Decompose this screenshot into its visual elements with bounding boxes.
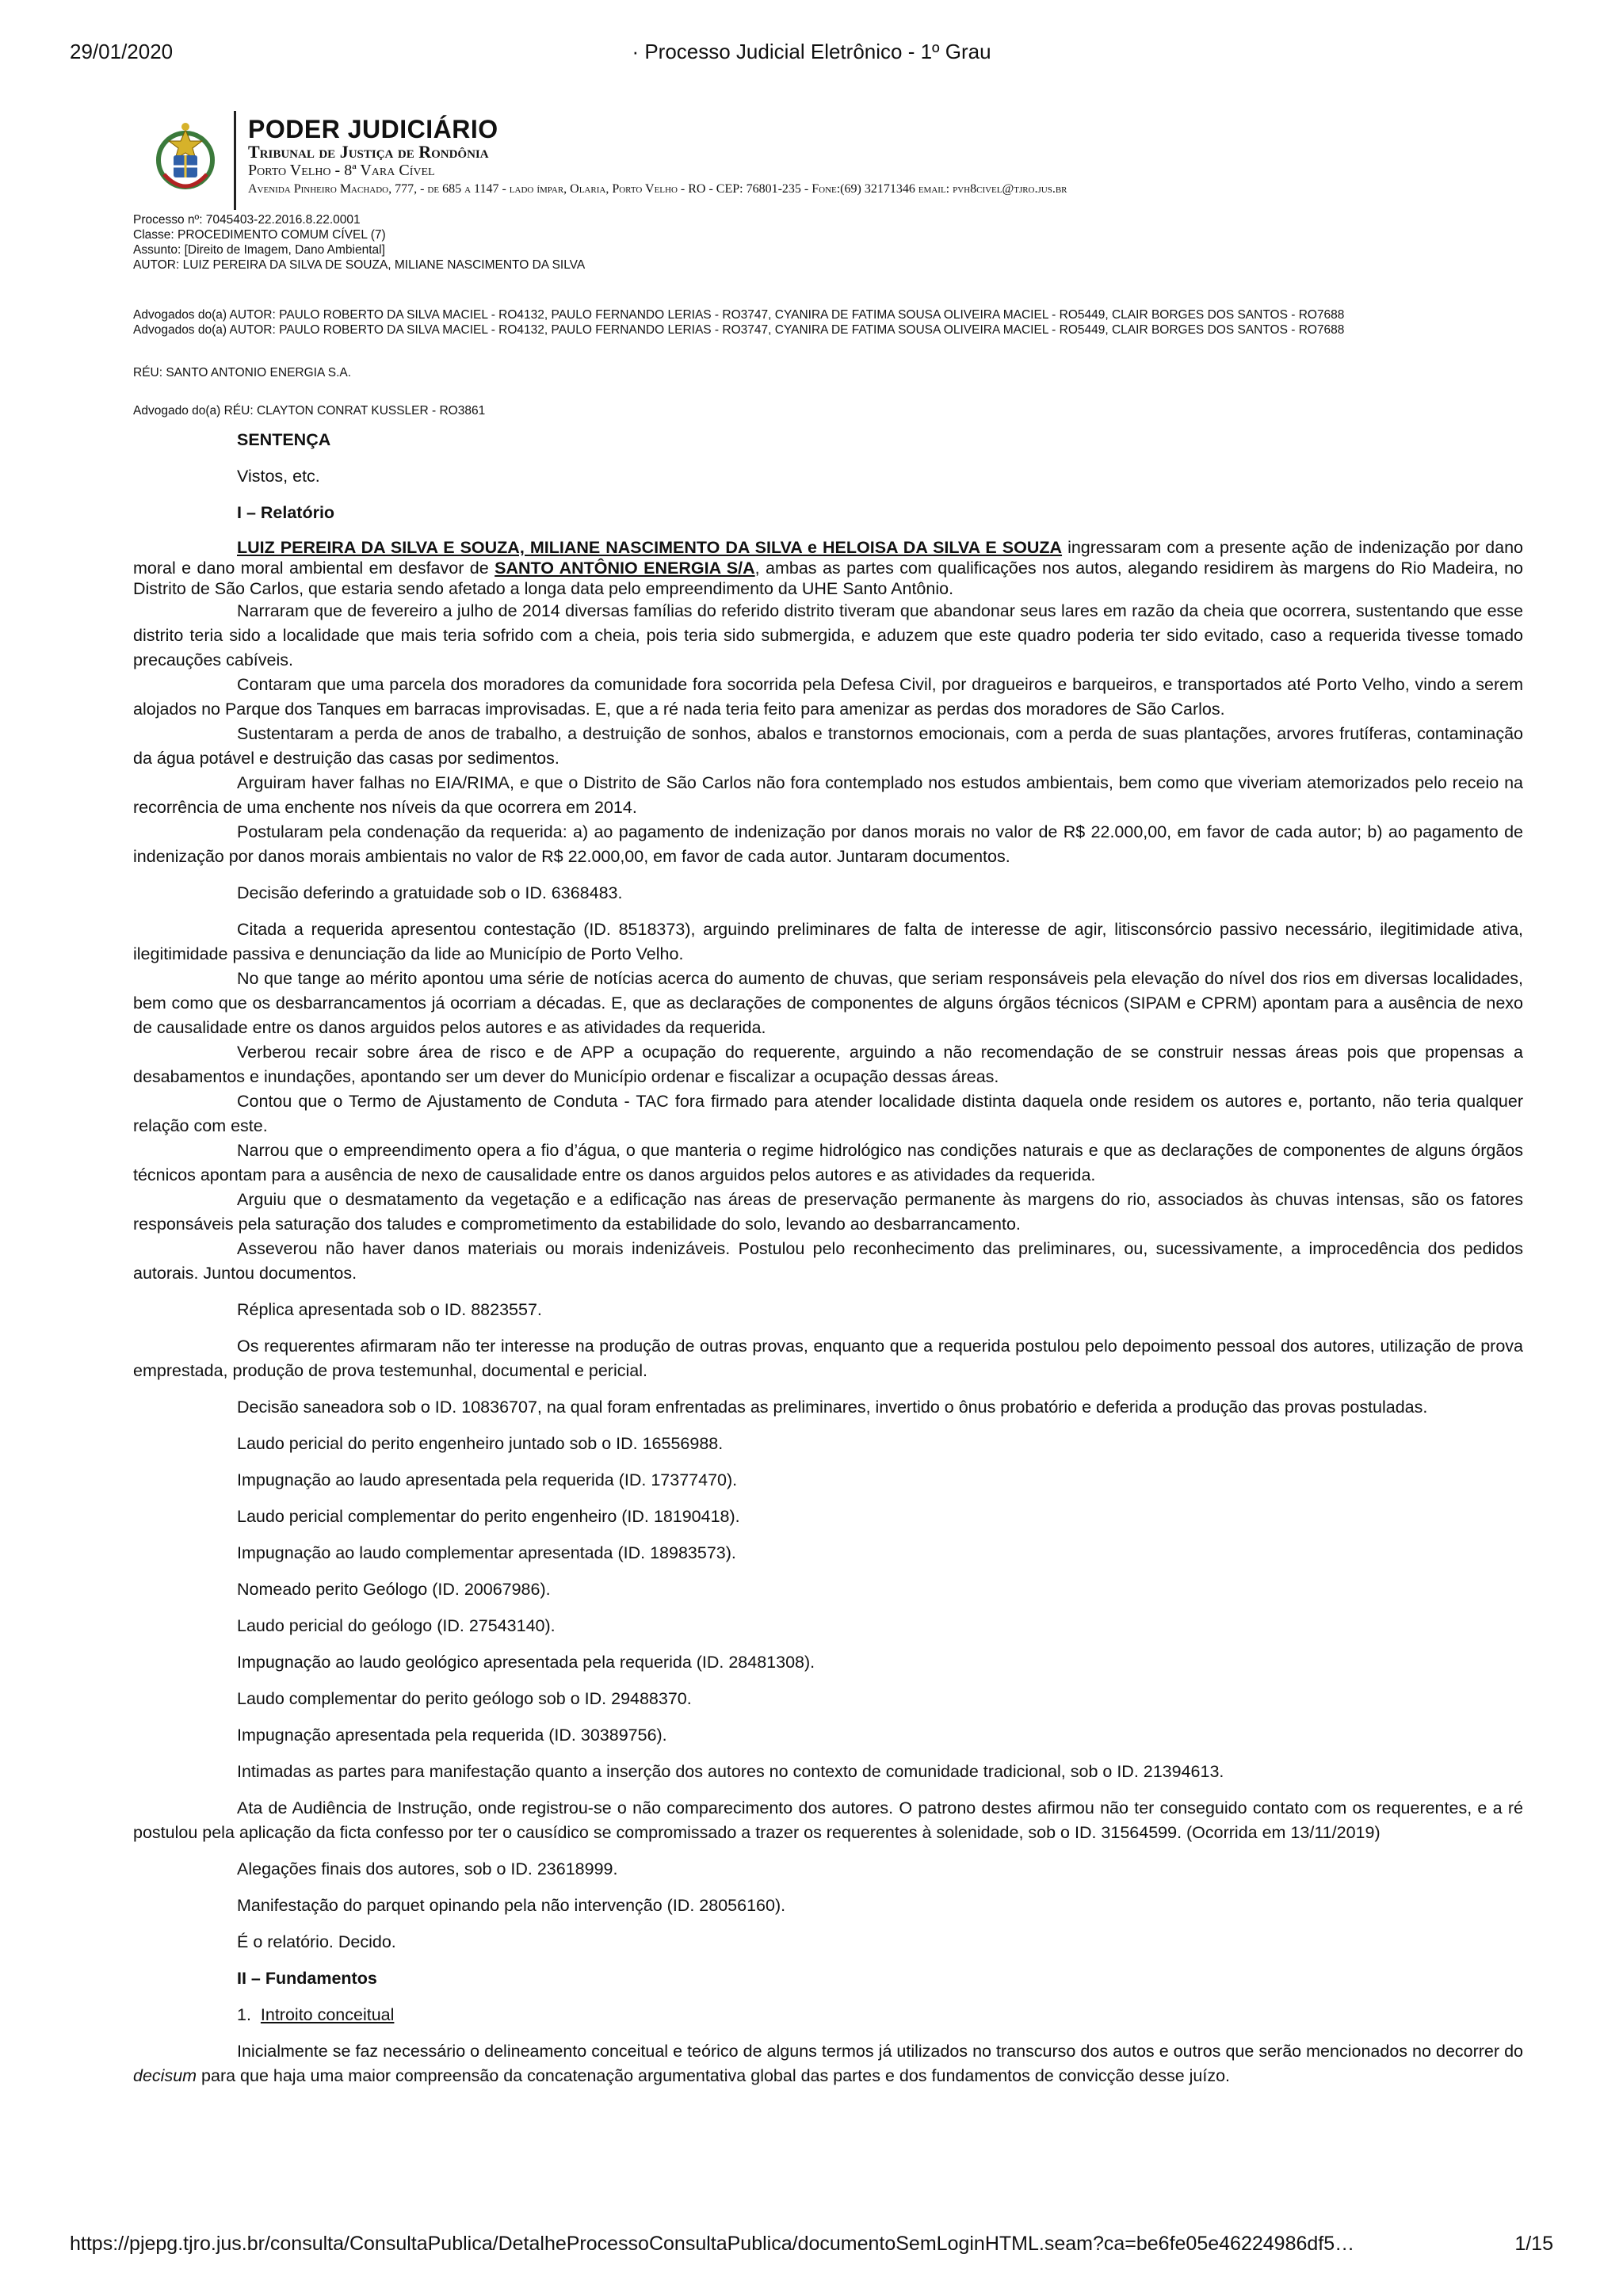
numbered-subheading: 1. Introito conceitual — [237, 2005, 395, 2024]
plaintiff-lawyers: Advogados do(a) AUTOR: PAULO ROBERTO DA SILVA MACIEL - RO4132, PAULO FERNANDO LERIAS - RO3747, CYANIRA DE FATIMA SOUSA OLIVEIRA MACIEL - RO5449, CLAIR BORGES DOS SANTOS - RO7688 — [133, 308, 1345, 322]
defendant-lawyer: Advogado do(a) RÉU: CLAYTON CONRAT KUSSLER - RO3861 — [133, 404, 486, 418]
paragraph: Impugnação ao laudo geológico apresentada pela requerida (ID. 28481308). — [237, 1653, 815, 1672]
paragraph: Impugnação apresentada pela requerida (ID. 30389756). — [237, 1726, 667, 1745]
paragraph: Manifestação do parquet opinando pela não intervenção (ID. 28056160). — [237, 1896, 786, 1915]
paragraph: Laudo pericial do geólogo (ID. 27543140). — [237, 1616, 556, 1635]
paragraph: Citada a requerida apresentou contestação (ID. 8518373), arguindo preliminares de falta de interesse de agir, litisconsórcio passivo necessário, ilegitimidade ativa, ilegitimidade passiva e denunciação da lide ao Município de Porto Velho. — [133, 920, 1523, 963]
paragraph: Laudo complementar do perito geólogo sob o ID. 29488370. — [237, 1689, 692, 1708]
paragraph: Os requerentes afirmaram não ter interesse na produção de outras provas, enquanto que a requerida postulou pelo depoimento pessoal dos autores, utilização de prova emprestada, produção de prova testemunhal, documental e pericial. — [133, 1337, 1523, 1380]
letterhead-court: Tribunal de Justiça de Rondônia — [248, 142, 489, 162]
paragraph: É o relatório. Decido. — [237, 1932, 396, 1951]
paragraph: Arguiram haver falhas no EIA/RIMA, e que o Distrito de São Carlos não fora contemplado nos estudos ambientais, bem como que viveriam atemorizados pelo receio na recorrência de uma enchente nos níveis da que ocorrera em 2014. — [133, 773, 1523, 817]
print-url: https://pjepg.tjro.jus.br/consulta/ConsultaPublica/DetalheProcessoConsultaPublica/documentoSemLoginHTML.seam?ca=be6fe05e46224986df5… — [70, 2233, 1355, 2255]
paragraph: No que tange ao mérito apontou uma série de notícias acerca do aumento de chuvas, que seriam responsáveis pela elevação do nível dos rios em diversas localidades, bem como que os desbarrancamentos já ocorriam a décadas. E, que as declarações de componentes de alguns órgãos técnicos (SIPAM e CPRM) apontam para a ausência de nexo de causalidade entre os danos arguidos pelos autores e as atividades da requerida. — [133, 969, 1523, 1037]
paragraph: Decisão deferindo a gratuidade sob o ID. 6368483. — [237, 883, 623, 902]
paragraph: Inicialmente se faz necessário o delineamento conceitual e teórico de alguns termos já utilizados no transcurso dos autos e outros que serão mencionados no decorrer do decisum para que haja uma maior compreensão da concatenação argumentativa global das partes e dos fundamentos de convicção desse juízo. — [133, 2042, 1523, 2085]
paragraph: Narraram que de fevereiro a julho de 2014 diversas famílias do referido distrito tiveram que abandonar seus lares em razão da cheia que ocorrera, sustentando que esse distrito teria sido a localidade que mais teria sofrido com a cheia, pois teria sido submergida, e aduzem que este quadro poderia ter sido evitado, caso a requerida tivesse tomado precauções cabíveis. — [133, 601, 1523, 669]
plaintiff-lawyers-block — [133, 307, 1528, 338]
paragraph: Laudo pericial do perito engenheiro juntado sob o ID. 16556988. — [237, 1434, 724, 1453]
plaintiff-lawyers: Advogados do(a) AUTOR: PAULO ROBERTO DA SILVA MACIEL - RO4132, PAULO FERNANDO LERIAS - RO3747, CYANIRA DE FATIMA SOUSA OLIVEIRA MACIEL - RO5449, CLAIR BORGES DOS SANTOS - RO7688 — [133, 323, 1345, 337]
print-date: 29/01/2020 — [70, 40, 174, 63]
letterhead-title: PODER JUDICIÁRIO — [248, 115, 498, 143]
print-header — [70, 40, 1553, 71]
paragraph: Laudo pericial complementar do perito engenheiro (ID. 18190418). — [237, 1507, 740, 1526]
letterhead-divider — [234, 111, 236, 210]
case-subject: Assunto: [Direito de Imagem, Dano Ambiental] — [133, 243, 385, 257]
letterhead-address: Avenida Pinheiro Machado, 777, - de 685 a 1147 - lado ímpar, Olaria, Porto Velho - RO - CEP: 76801-235 - Fone:(69) 32171346 email: pvh8civel@tjro.jus.br — [248, 182, 1067, 196]
paragraph: Decisão saneadora sob o ID. 10836707, na qual foram enfrentadas as preliminares, invertido o ônus probatório e deferida a produção das provas postuladas. — [237, 1398, 1428, 1417]
paragraph: Postularam pela condenação da requerida: a) ao pagamento de indenização por danos morais no valor de R$ 22.000,00, em favor de cada autor; b) ao pagamento de indenização por danos morais ambientais no valor de R$ 22.000,00, em favor de cada autor. Juntaram documentos. — [133, 822, 1523, 866]
case-info-block — [133, 212, 1528, 273]
letterhead-text — [248, 116, 1067, 200]
paragraph: Verberou recair sobre área de risco e de APP a ocupação do requerente, arguindo a não recomendação de se construir nessas áreas pois que propensas a desabamentos e inundações, apontando ser um dever do Município ordenar e fiscalizar a ocupação dessas áreas. — [133, 1043, 1523, 1086]
paragraph: Impugnação ao laudo complementar apresentada (ID. 18983573). — [237, 1543, 736, 1562]
case-number: Processo nº: 7045403-22.2016.8.22.0001 — [133, 213, 361, 227]
case-defendant: RÉU: SANTO ANTONIO ENERGIA S.A. — [133, 366, 352, 379]
paragraph: Narrou que o empreendimento opera a fio d’água, o que manteria o regime hidrológico nas condições naturais e que as declarações de componentes de alguns órgãos técnicos apontam para a ausência de nexo de causalidade entre os danos arguidos pelos autores e as atividades da requerida. — [133, 1141, 1523, 1184]
paragraph: Ata de Audiência de Instrução, onde registrou-se o não comparecimento dos autores. O patrono destes afirmou não ter conseguido contato com os requerentes, e a ré postulou pela aplicação da ficta confesso por ter o causídico se compromissado a trazer os requerentes à solenidade, sob o ID. 31564599. (Ocorrida em 13/11/2019) — [133, 1798, 1523, 1842]
print-title: · Processo Judicial Eletrônico - 1º Grau — [632, 40, 991, 63]
rondonia-coat-of-arms-icon — [155, 119, 216, 198]
paragraph: Arguiu que o desmatamento da vegetação e a edificação nas áreas de preservação permanente às margens do rio, associados às chuvas intensas, são os fatores responsáveis pela saturação dos taludes e comprometimento da estabilidade do solo, levando ao desbarrancamento. — [133, 1190, 1523, 1234]
letterhead-city: Porto Velho - 8ª Vara Cível — [248, 162, 435, 179]
defendant-name: SANTO ANTÔNIO ENERGIA S/A — [495, 559, 755, 578]
paragraph: Vistos, etc. — [237, 467, 320, 486]
paragraph: Sustentaram a perda de anos de trabalho, a destruição de sonhos, abalos e transtornos emocionais, com a perda de suas plantações, arvores frutíferas, contaminação da água potável e destruição das casas por sedimentos. — [133, 724, 1523, 768]
paragraph: Impugnação ao laudo apresentada pela requerida (ID. 17377470). — [237, 1470, 738, 1489]
paragraph: Contaram que uma parcela dos moradores da comunidade fora socorrida pela Defesa Civil, por dragueiros e barqueiros, e transportados até Porto Velho, vindo a serem alojados no Parque dos Tanques em barracas improvisadas. E, que a ré nada teria feito para amenizar as perdas dos moradores de São Carlos. — [133, 675, 1523, 719]
case-plaintiff: AUTOR: LUIZ PEREIRA DA SILVA DE SOUZA, MILIANE NASCIMENTO DA SILVA — [133, 258, 586, 272]
paragraph: Contou que o Termo de Ajustamento de Conduta - TAC fora firmado para atender localidade distinta daquela onde residem os autores e, portanto, não teria qualquer relação com este. — [133, 1092, 1523, 1135]
section-heading: I – Relatório — [237, 503, 335, 522]
subheading-title: Introito conceitual — [260, 2005, 395, 2024]
paragraph: Asseverou não haver danos materiais ou morais indenizáveis. Postulou pelo reconhecimento das preliminares, ou, sucessivamente, a improcedência dos pedidos autorais. Juntou documentos. — [133, 1239, 1523, 1283]
page-number: 1/15 — [1514, 2233, 1553, 2255]
case-class: Classe: PROCEDIMENTO COMUM CÍVEL (7) — [133, 228, 386, 242]
sentence-heading: SENTENÇA — [237, 430, 331, 449]
plaintiffs-names: LUIZ PEREIRA DA SILVA E SOUZA, MILIANE NASCIMENTO DA SILVA e HELOISA DA SILVA E SOUZA — [237, 538, 1063, 557]
court-letterhead — [155, 111, 1549, 210]
paragraph: Réplica apresentada sob o ID. 8823557. — [237, 1300, 542, 1319]
paragraph: Intimadas as partes para manifestação quanto a inserção dos autores no contexto de comunidade tradicional, sob o ID. 21394613. — [237, 1762, 1224, 1781]
section-heading: II – Fundamentos — [237, 1969, 377, 1988]
paragraph: Nomeado perito Geólogo (ID. 20067986). — [237, 1580, 551, 1599]
paragraph: LUIZ PEREIRA DA SILVA E SOUZA, MILIANE NASCIMENTO DA SILVA e HELOISA DA SILVA E SOUZA ingressaram com a presente ação de indenização por dano moral e dano moral ambiental em desfavor de SANTO ANTÔNIO ENERGIA S/A, ambas as partes com qualificações nos autos, alegando residirem às margens do Rio Madeira, no Distrito de São Carlos, que estaria sendo afetado a longa data pelo empreendimento da UHE Santo Antônio. — [133, 538, 1523, 598]
sentence-body — [133, 428, 1523, 2088]
paragraph: Alegações finais dos autores, sob o ID. 23618999. — [237, 1859, 618, 1878]
